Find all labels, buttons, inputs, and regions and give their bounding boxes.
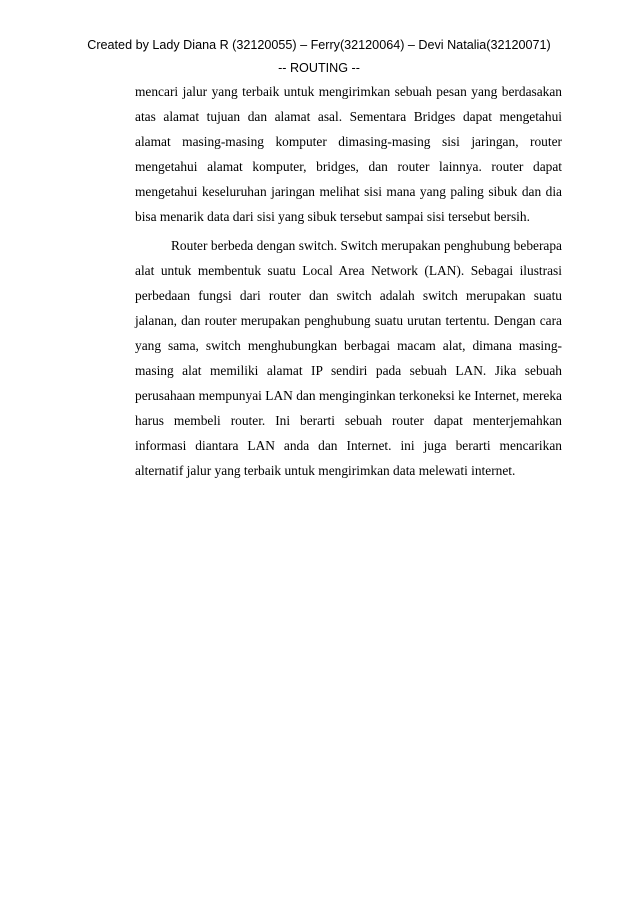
paragraph: Router berbeda dengan switch. Switch merupakan penghubung beberapa alat untuk membentuk suatu Local Area Network (LAN). Sebagai ilustrasi perbedaan fungsi dari router dan switch adalah switch merupakan suatu jalanan, dan router merupakan penghubung suatu urutan tertentu. Dengan cara yang sama, switch menghubungkan berbagai macam alat, dimana masing-masing alat memiliki alamat IP sendiri pada sebuah LAN. Jika sebuah perusahaan mempunyai LAN dan menginginkan terkoneksi ke Internet, mereka harus membeli router. Ini berarti sebuah router dapat menterjemahkan informasi diantara LAN anda dan Internet. ini juga berarti mencarikan alternatif jalur yang terbaik untuk mengirimkan data melewati internet.: [135, 238, 562, 478]
section-title: -- ROUTING --: [278, 61, 360, 75]
paragraph: mencari jalur yang terbaik untuk mengirimkan sebuah pesan yang berdasakan atas alamat tujuan dan alamat asal. Sementara Bridges dapat mengetahui alamat masing-masing komputer dimasing-masing sisi jaringan, router mengetahui alamat komputer, bridges, dan router lainnya. router dapat mengetahui keseluruhan jaringan melihat sisi mana yang paling sibuk dan dia bisa menarik data dari sisi yang sibuk tersebut sampai sisi tersebut bersih.: [135, 84, 562, 224]
header-credit: Created by Lady Diana R (32120055) – Ferry(32120064) – Devi Natalia(32120071): [87, 38, 551, 52]
